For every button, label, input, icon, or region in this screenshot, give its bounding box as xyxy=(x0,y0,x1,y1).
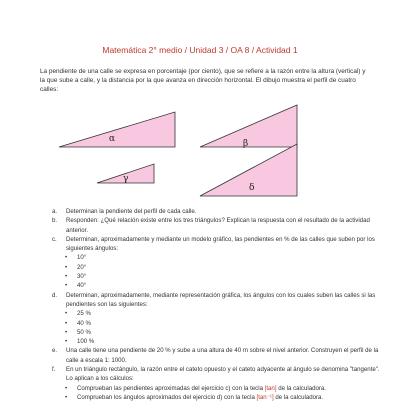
question-text: Una calle tiene una pendiente de 20 % y sube a una altura de 40 m sobre el nivel anterior. Construyen el perfil de la calle a escala 1: 1000. xyxy=(66,347,379,364)
question-label: a. xyxy=(52,208,58,215)
calculator-key: [tan] xyxy=(264,384,277,392)
question-label: b. xyxy=(52,217,58,225)
list-item: • Comprueban las pendientes aproximadas del ejercicio c) con la tecla [tan] de la calculadora. xyxy=(65,384,326,392)
question-text: Responden: ¿Qué relación existe entre los tres triángulos? Explican la respuesta con el resultado de la actividad anterior. xyxy=(66,217,370,234)
question-c xyxy=(52,235,382,254)
label-gamma: γ xyxy=(123,174,129,184)
list-item: • 100 % xyxy=(65,338,95,346)
question-d xyxy=(52,291,382,310)
question-list xyxy=(52,207,382,402)
triangle-alpha xyxy=(59,112,175,147)
question-b xyxy=(52,216,382,235)
list-item: • 50 % xyxy=(65,328,91,336)
list-item: • 40° xyxy=(65,282,87,290)
list-item: • 10° xyxy=(65,254,87,262)
calculator-key: [tan⁻¹] xyxy=(256,393,274,401)
list-item: • Comprueban los ángulos aproximados del ejercicio d) con la tecla [tan⁻¹] de la calculadora. xyxy=(65,393,324,401)
question-label: e. xyxy=(52,347,58,355)
question-text: En un triángulo rectángulo, la razón entre el cateto opuesto y el cateto adyacente al ángulo se denomina "tangente". Lo aplican a los cálculos: xyxy=(66,366,380,383)
list-item: • 30° xyxy=(65,273,87,281)
question-f xyxy=(52,365,382,384)
question-e xyxy=(52,346,382,365)
list-item: • 20° xyxy=(65,263,87,271)
question-text: Determinan, aproximadamente y mediante un modelo gráfico, las pendientes en % de las calles que suben por los siguientes ángulos: xyxy=(66,235,375,253)
question-label: d. xyxy=(52,291,58,299)
question-text: Determinan la pendiente del perfil de cada calle. xyxy=(66,208,197,215)
list-item: • 40 % xyxy=(65,319,91,327)
intro-paragraph: La pendiente de una calle se expresa en porcentaje (por ciento), que se refiere a la razón entre la altura (vertical) y la que sube a calle, y la distancia por la que avanza en dirección horizontal. El dibujo muestra el perfil de cuatro calles: xyxy=(40,68,366,94)
page-title: Matemática 2° medio / Unidad 3 / OA 8 / Actividad 1 xyxy=(102,45,298,55)
question-label: c. xyxy=(52,235,57,243)
label-alpha: α xyxy=(109,134,116,144)
question-text: Determinan, aproximadamente, mediante representación gráfica, los ángulos con los cuales suben las calles si las pendientes son las siguientes: xyxy=(66,291,376,308)
label-beta: β xyxy=(243,139,249,149)
question-a xyxy=(52,207,382,216)
list-item: • 25 % xyxy=(65,310,91,318)
question-label: f. xyxy=(52,366,56,374)
triangle-beta xyxy=(200,105,297,147)
label-delta: δ xyxy=(249,183,255,193)
